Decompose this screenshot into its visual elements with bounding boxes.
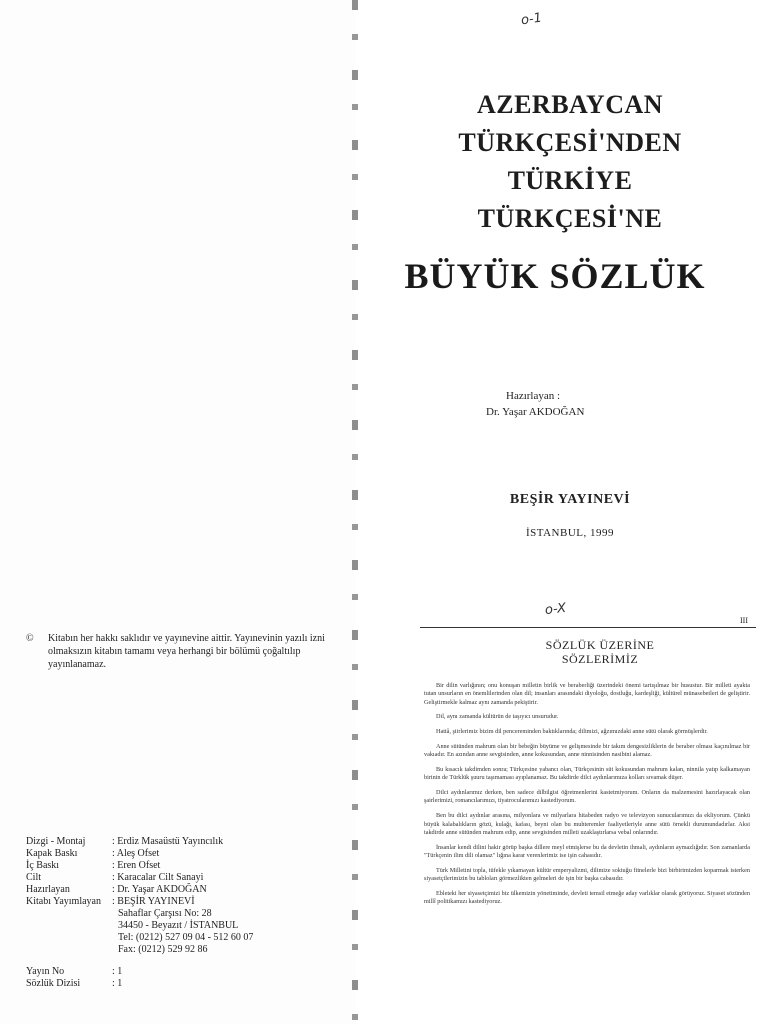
credit-value: : 1 — [112, 966, 123, 977]
title-line: TÜRKİYE — [507, 166, 633, 195]
preface-paragraph: Ben bu dilci aydınlar arasına, milyonlara ve milyarlara hitabeden radyo ve televizyon sunucularımızı da ekliyorum. Çünkü büyük kalabalıkların gözü, kulağı, kafası, beyni olan bu muhteremler faaliyetleriyle anne sütü örnekli durumundadırlar. Aksi takdirde anne sütünden mahrum edip, anne sevgisinden milleti uzaklaştırlarsa vebal onlarındır. — [424, 812, 750, 836]
preface-paragraph: Dil, aynı zamanda kültürün de taşıyıcı unsurudur. — [436, 713, 559, 721]
title-line: AZERBAYCAN — [476, 90, 664, 119]
publisher-address: Sahaflar Çarşısı No: 28 — [118, 908, 212, 919]
preface-paragraph: Bu kısacık takdimden sonra; Türkçesine yabancı olan, Türkçesinin süt kokusundan mahrum kalan, ninnila yatıp kalkamayan birinin de Türklük şuuru taşımaması ayıplanamaz. Bu takdirde dilci aydınlarımıza kolları sıvamak düşer. — [424, 766, 750, 782]
credit-value: : BEŞİR YAYINEVİ — [112, 896, 195, 907]
preface-paragraph: Hattâ, şiirlerimiz bizim dil pencereminden baktıklarında; dilimizi, ağzımızdaki anne sütü olarak görmüşlerdir. — [436, 728, 708, 736]
publisher-name: BEŞİR YAYINEVİ — [509, 492, 631, 507]
copyright-text: Kitabın her hakkı saklıdır ve yayınevine aittir. Yayınevinin yazılı izni olmaksızın kitabın tamamı veya herhangi bir bölümü çoğaltılıp yayınlanamaz. — [48, 633, 325, 670]
credit-value: : Erdiz Masaüstü Yayıncılık — [112, 836, 224, 847]
credit-row — [26, 978, 326, 990]
handwritten-page-mark: o-1 — [520, 10, 543, 29]
credit-row — [26, 896, 326, 956]
credit-label: Cilt — [26, 872, 42, 883]
title-line: TÜRKÇESİ'NDEN — [458, 128, 682, 157]
credit-label: Sözlük Dizisi — [26, 978, 81, 989]
preface-paragraph: Anne sütünden mahrum olan bir bebeğin büyüme ve gelişmesinde bir takım dengesizliklerin de beraber olması kaçınılmaz bir vakıadır. En azından anne sevgisinden, anne kokusundan, anne ninnisinden nasibini alamaz. — [424, 742, 750, 759]
handwritten-page-mark: o-X — [544, 600, 567, 619]
publisher-phone: Tel: (0212) 527 09 04 - 512 60 07 — [118, 932, 254, 943]
book-gutter — [352, 0, 358, 1024]
preface-title-line: SÖZLERİMİZ — [561, 652, 639, 666]
preface-paragraph: İnsanlar kendi dilini hakir görüp başka dillere meyl etmişlerse bu da devletin ihmali, aydınların aymazlığıdır. Son zamanlarda "Türkçenin ilim dili olamaz" lığına karar verenlerimiz ise işin cahasıdır. — [424, 843, 750, 859]
author-name: Dr. Yaşar AKDOĞAN — [486, 406, 585, 418]
credit-value: : Karacalar Cilt Sanayi — [112, 872, 204, 883]
copyright-notice — [26, 632, 326, 671]
prepared-by — [486, 388, 584, 420]
credit-label: Kitabı Yayımlayan — [26, 896, 101, 907]
credit-row — [26, 836, 326, 848]
preface-title — [480, 638, 720, 666]
credit-label: Kapak Baskı — [26, 848, 78, 859]
preface-title-line: SÖZLÜK ÜZERİNE — [545, 638, 655, 652]
credits-block — [26, 836, 326, 990]
city-year: İSTANBUL, 1999 — [525, 527, 614, 539]
credit-row — [26, 966, 326, 978]
credit-value: : 1 — [112, 978, 123, 989]
credit-value: : Eren Ofset — [112, 860, 161, 871]
preface-paragraph: Türk Milletini topla, tüfekle yıkamayan kültür emperyalizmi, dilimize soktuğu fitnelerle bizi birbirimizden koparmak isterken siyasetçilerimizin bu tabloları görmezlikten gelmeleri de işin bir başka cabasıdır. — [424, 866, 750, 883]
preface-paragraph: Ebleteki her siyasetçimizi biz ülkemizin yönetiminde, devleti temsil etmeğe aday varlıklar olarak görüyoruz. Siyaset sözünden millî politikamızı kastediyoruz. — [424, 889, 750, 906]
preface-header-rule — [420, 627, 756, 628]
credit-row — [26, 884, 326, 896]
credit-row — [26, 860, 326, 872]
credit-label: Hazırlayan — [26, 884, 70, 895]
prepared-label: Hazırlayan : — [506, 390, 561, 402]
credit-label: Dizgi - Montaj — [26, 836, 86, 847]
credit-label: Yayın No — [26, 966, 65, 977]
page-number: III — [740, 616, 748, 625]
main-title: BÜYÜK SÖZLÜK — [404, 256, 706, 296]
cover-title — [420, 86, 720, 238]
publisher-address: 34450 - Beyazıt / İSTANBUL — [118, 920, 239, 931]
preface-paragraph: Bir dilin varlığının; onu konuşan milletin birlik ve beraberliği üzerindeki önemi tartışılmaz bir husustur. Bir milleti ayakta tutan unsurların en önemlilerinden olan dil; insanları arasındaki diyoloğu, dostluğu, kardeşliği, kültürel münasebetleri de geliştirir. Geliştirmekle kalmaz aynı zamanda pekiştirir. — [424, 682, 750, 706]
credit-label: İç Baskı — [26, 860, 60, 871]
title-line: TÜRKÇESİ'NE — [477, 204, 663, 233]
credit-value: : Aleş Ofset — [112, 848, 160, 859]
preface-body — [424, 682, 750, 913]
publisher-fax: Fax: (0212) 529 92 86 — [118, 944, 208, 955]
credit-row — [26, 872, 326, 884]
credit-value: : Dr. Yaşar AKDOĞAN — [112, 884, 207, 895]
credit-row — [26, 848, 326, 860]
copyright-symbol: © — [26, 633, 34, 644]
preface-paragraph: Dilci aydınlarımız derken, ben sadece dilbilgisi öğretmenlerini kastetmiyorum. Onların da malzemesini hazırlayacak olan şairlerimizi, romancılarımızı, tiyatrocularımızı kastediyorum. — [424, 789, 750, 805]
